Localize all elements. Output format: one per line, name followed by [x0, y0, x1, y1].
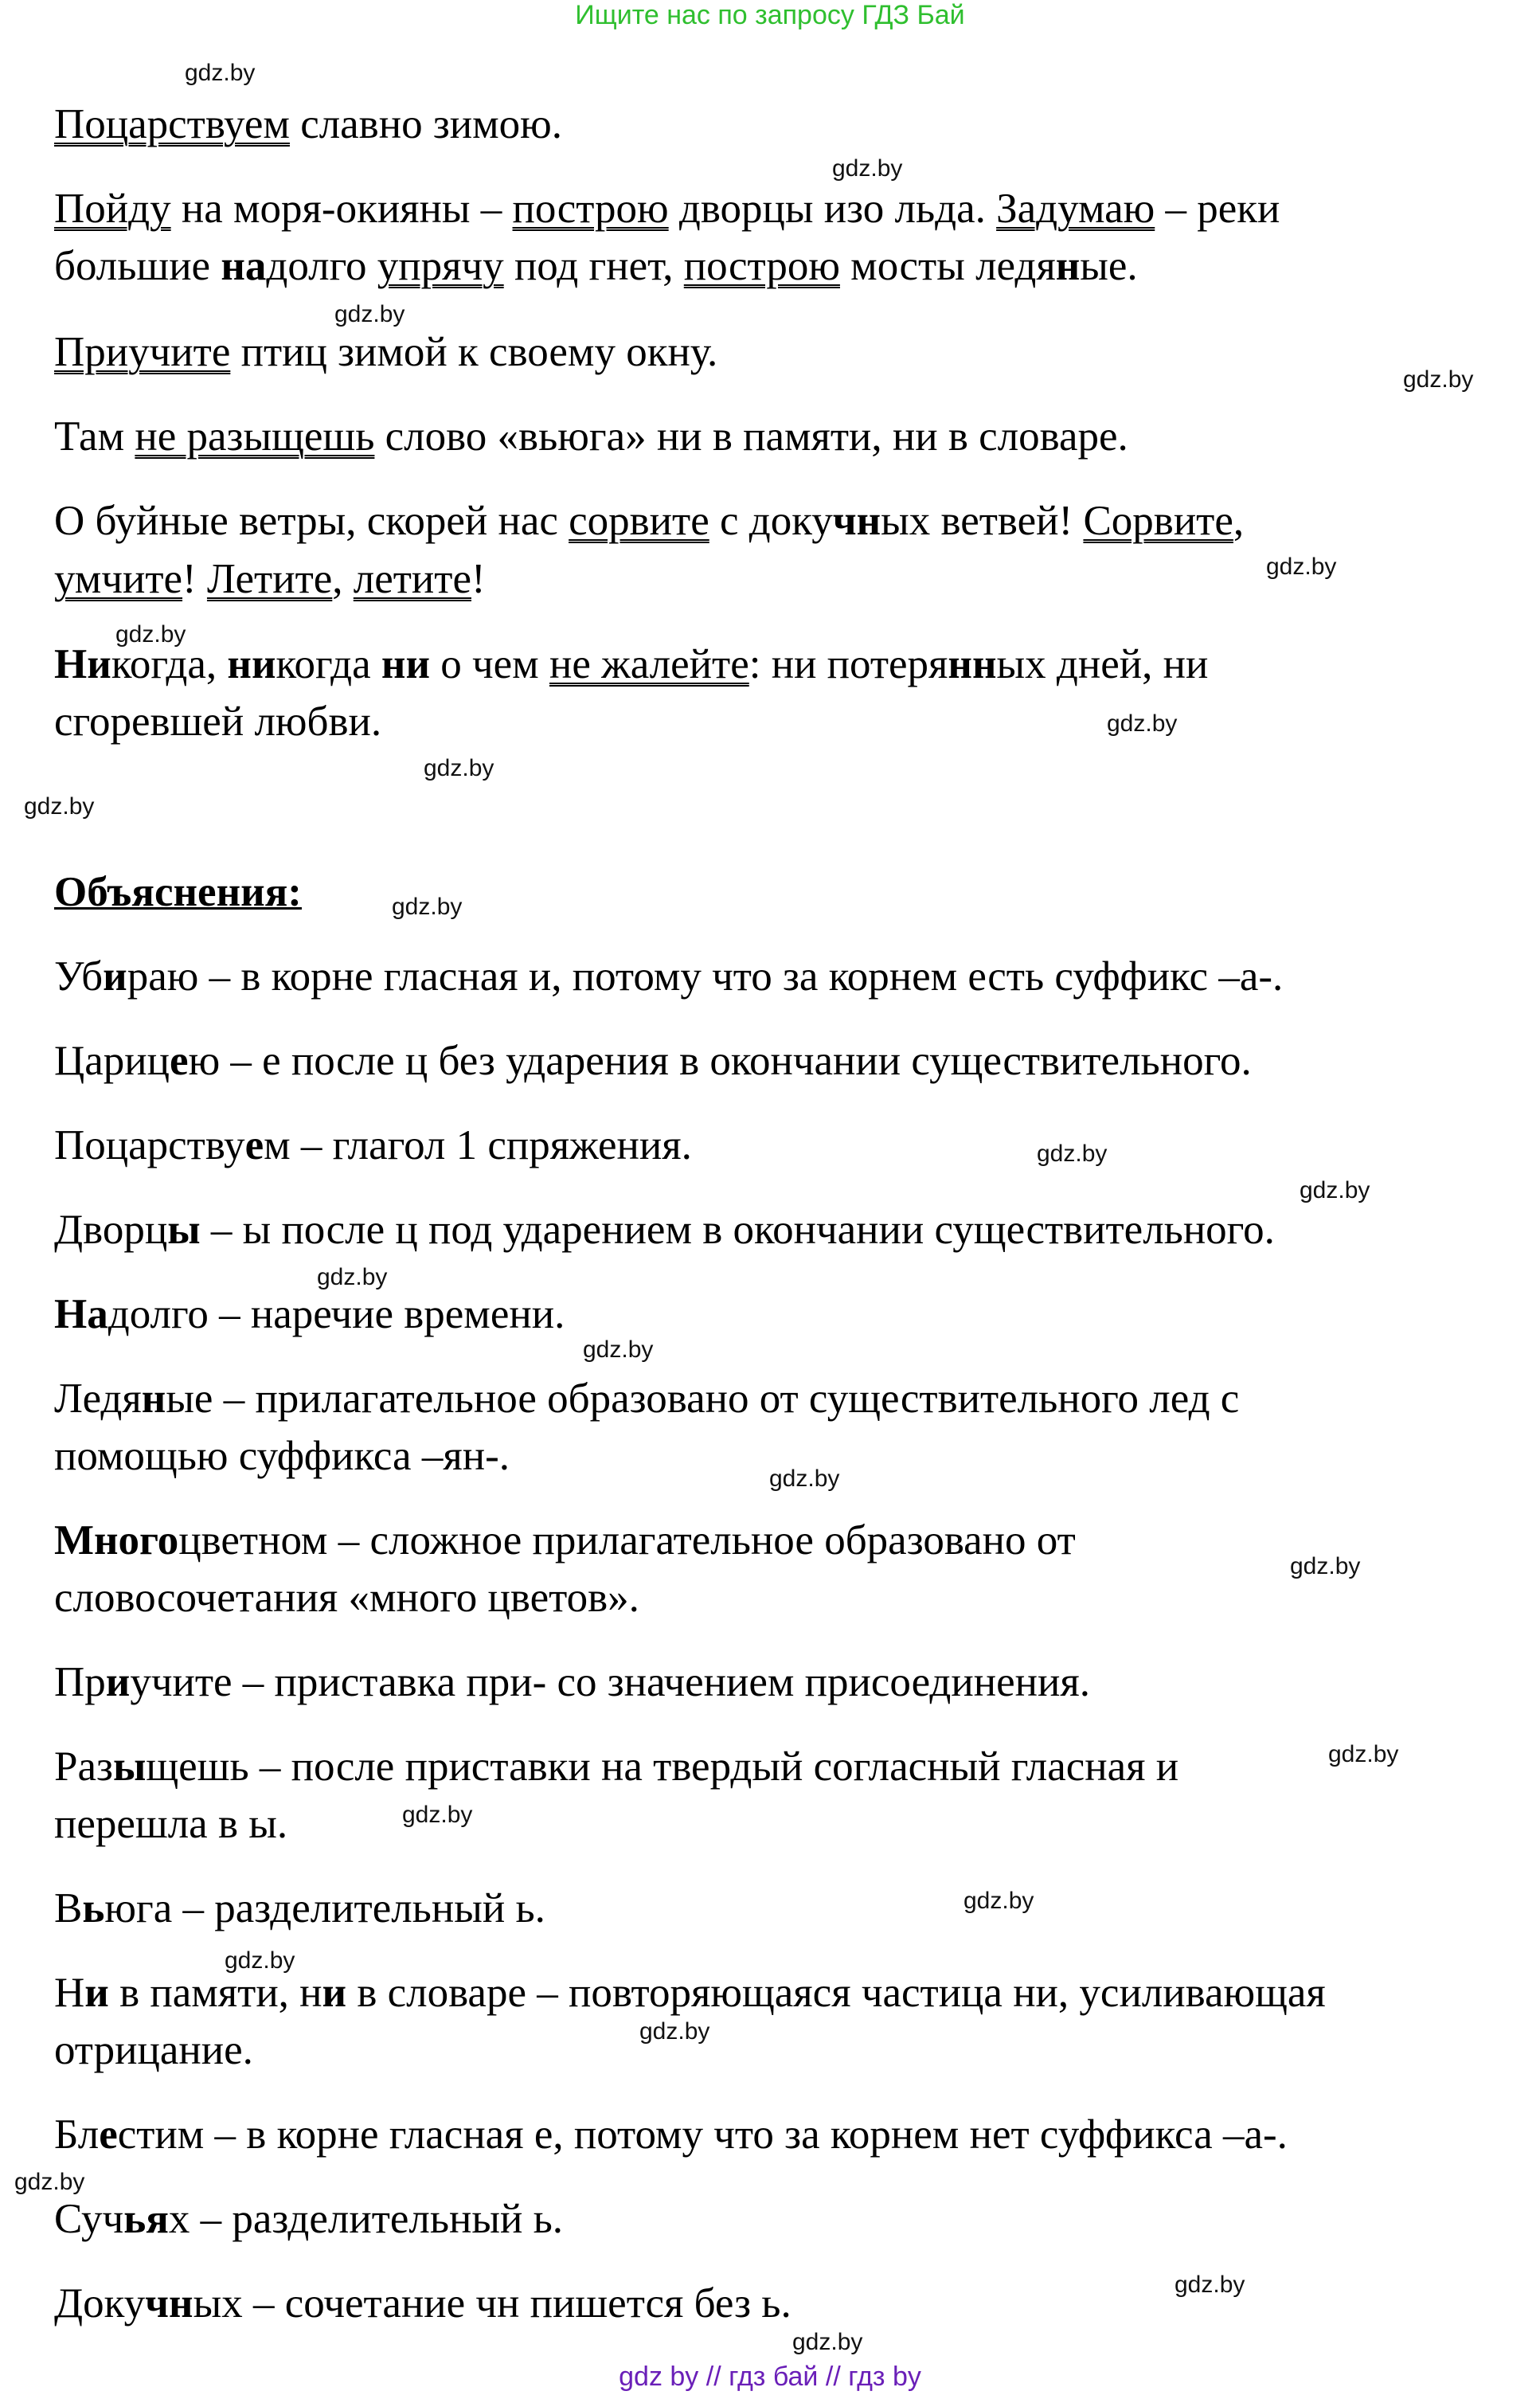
predicate: построю [683, 243, 840, 289]
watermark: gdz.by [24, 793, 95, 820]
watermark: gdz.by [583, 1336, 654, 1363]
predicate: умчите [54, 556, 183, 602]
sentence-continuation: большие надолго упрячу под гнет, построю мосты ледяные. [54, 243, 1138, 289]
explanation: Царицею – е после ц без ударения в окончании существительного. [54, 1038, 1252, 1084]
explanation: Ледяные – прилагательное образовано от существительного лед с [54, 1376, 1240, 1422]
sentence: Поцарствуем славно зимою. [54, 101, 563, 147]
watermark: gdz.by [1037, 1141, 1108, 1167]
watermark: gdz.by [832, 155, 903, 182]
watermark: gdz.by [225, 1947, 295, 1974]
watermark: gdz.by [1175, 2272, 1245, 2298]
explanation-continuation: отрицание. [54, 2027, 253, 2073]
watermark: gdz.by [1107, 710, 1178, 737]
explanation-continuation: словосочетания «много цветов». [54, 1575, 639, 1621]
predicate: построю [512, 186, 669, 232]
predicate: летите [353, 556, 471, 602]
footer-links[interactable]: gdz by // гдз бай // гдз by [619, 2362, 921, 2392]
predicate: Поцарствуем [54, 101, 290, 147]
watermark: gdz.by [185, 60, 256, 86]
watermark: gdz.by [317, 1264, 388, 1290]
watermark: gdz.by [14, 2169, 85, 2195]
watermark: gdz.by [392, 894, 463, 920]
explanation-continuation: перешла в ы. [54, 1801, 288, 1847]
watermark: gdz.by [963, 1888, 1034, 1914]
watermark: gdz.by [1266, 554, 1337, 580]
explanation: Блестим – в корне гласная е, потому что за корнем нет суффикса –а-. [54, 2111, 1288, 2158]
explanation: Поцарствуем – глагол 1 спряжения. [54, 1122, 692, 1168]
predicate: не разыщешь [135, 413, 375, 460]
explanation: Разыщешь – после приставки на твердый согласный гласная и [54, 1743, 1179, 1790]
predicate: Пойду [54, 186, 171, 232]
watermark: gdz.by [769, 1466, 840, 1492]
sentence: О буйные ветры, скорей нас сорвите с докучных ветвей! Сорвите, [54, 498, 1245, 544]
explanation: Надолго – наречие времени. [54, 1291, 565, 1337]
explanation: Дворцы – ы после ц под ударением в окончании существительного. [54, 1207, 1275, 1253]
watermark: gdz.by [1403, 366, 1474, 393]
predicate: сорвите [569, 498, 709, 544]
watermark: gdz.by [115, 621, 186, 648]
explanation: Многоцветном – сложное прилагательное образовано от [54, 1517, 1076, 1563]
sentence-continuation: умчите! Летите, летите! [54, 556, 486, 602]
explanation: Докучных – сочетание чн пишется без ь. [54, 2280, 791, 2327]
watermark: gdz.by [424, 755, 494, 781]
watermark: gdz.by [402, 1802, 473, 1828]
section-heading: Объяснения: [54, 869, 302, 915]
watermark: gdz.by [792, 2329, 863, 2355]
sentence: Приучите птиц зимой к своему окну. [54, 329, 718, 375]
watermark: gdz.by [1300, 1177, 1370, 1203]
predicate: Приучите [54, 329, 231, 375]
explanation: Вьюга – разделительный ь. [54, 1885, 545, 1931]
sentence-continuation: сгоревшей любви. [54, 699, 382, 745]
watermark: gdz.by [1290, 1553, 1361, 1579]
explanation: Сучьях – разделительный ь. [54, 2196, 564, 2242]
explanation: Приучите – приставка при- со значением присоединения. [54, 1659, 1090, 1705]
predicate: не жалейте [549, 641, 749, 687]
explanation: Ни в памяти, ни в словаре – повторяющаяся частица ни, усиливающая [54, 1970, 1326, 2016]
predicate: упрячу [377, 243, 504, 289]
sentence: Пойду на моря-окияны – построю дворцы изо льда. Задумаю – реки [54, 186, 1280, 232]
explanation-continuation: помощью суффикса –ян-. [54, 1433, 510, 1479]
top-banner: Ищите нас по запросу ГДЗ Бай [575, 0, 965, 30]
sentence: Там не разыщешь слово «вьюга» ни в памяти, ни в словаре. [54, 413, 1128, 460]
explanation: Убираю – в корне гласная и, потому что за корнем есть суффикс –а-. [54, 953, 1284, 1000]
predicate: Задумаю [996, 186, 1155, 232]
predicate: Сорвите [1083, 498, 1233, 544]
watermark: gdz.by [334, 301, 405, 327]
sentence: Никогда, никогда ни о чем не жалейте: ни потерянных дней, ни [54, 641, 1209, 687]
watermark: gdz.by [1328, 1741, 1399, 1767]
watermark: gdz.by [639, 2018, 710, 2045]
predicate: Летите [206, 556, 333, 602]
